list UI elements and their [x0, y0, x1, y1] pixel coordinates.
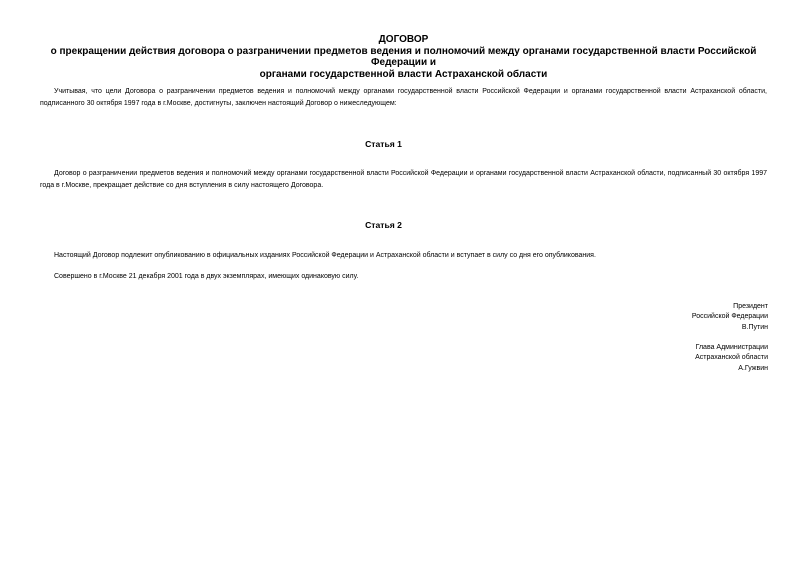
signature-organization: Российской Федерации [691, 313, 768, 321]
article-2-text: Настоящий Договор подлежит опубликованию в официальных изданиях Российской Федерации и Астраханской области и вступает в силу со дня его опубликования. [54, 252, 596, 259]
article-1-text: Договор о разграничении предметов ведения и полномочий между органами государственной власти Российской Федерации и органами государственной власти Астраханской области, подписанный 30 октября 1997 года в г.Москве, прекращает действие со дня вступления в силу настоящего Договора. [40, 170, 767, 189]
signature-name: В.Путин [741, 323, 768, 331]
closing-paragraph: Совершено в г.Москве 21 декабря 2001 года в двух экземплярах, имеющих одинаковую силу. [54, 273, 359, 280]
article-2-heading: Статья 2 [365, 220, 402, 230]
article-1-heading: Статья 1 [365, 139, 402, 149]
signature-title: Глава Администрации [695, 344, 768, 351]
signature-organization: Астраханской области [695, 354, 768, 362]
signature-block-president [528, 302, 768, 333]
signature-name: А.Гужвин [738, 364, 768, 372]
document-title-block [40, 34, 767, 80]
preamble-paragraph: Учитывая, что цели Договора о разграничении предметов ведения и полномочий между органами государственной власти Российской Федерации и органами государственной власти Астраханской области, подписанного 30 октября 1997 года в г.Москве, достигнуты, заключен настоящий Договор о нижеследующем: [40, 88, 767, 107]
document-title: ДОГОВОР [378, 34, 429, 45]
document-subtitle-line-2: органами государственной власти Астраханской области [259, 68, 548, 80]
signature-block-governor [528, 343, 768, 374]
signature-title: Президент [733, 303, 768, 310]
document-subtitle-line-1: о прекращении действия договора о разграничении предметов ведения и полномочий между органами государственной власти Российской Федерации и [50, 45, 757, 68]
